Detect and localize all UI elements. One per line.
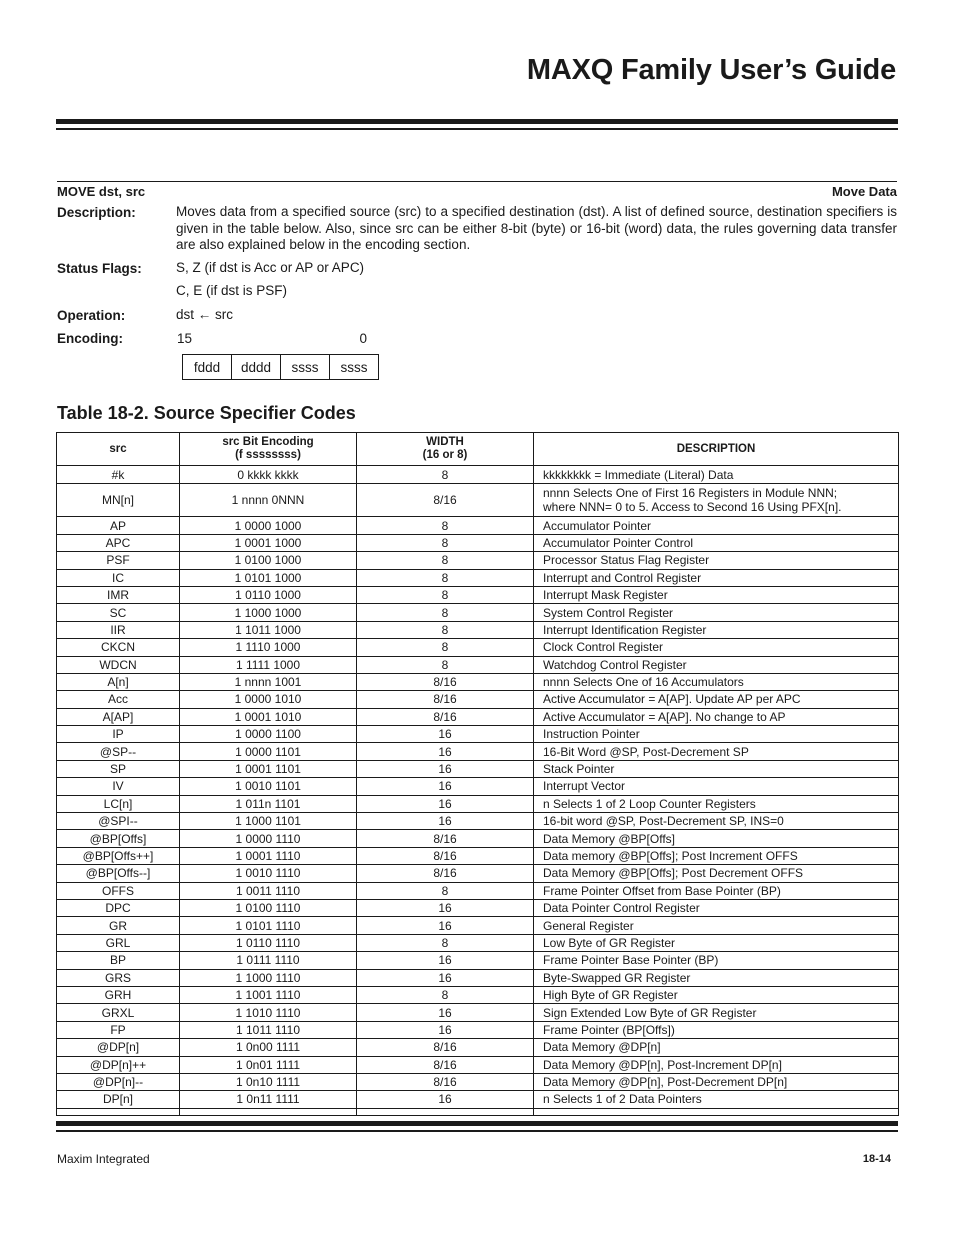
cell-encoding: 1 0000 1110 [180,830,357,847]
cell-src: @DP[n] [57,1039,180,1056]
cell-width: 8 [357,604,534,621]
table-row [57,534,899,551]
cell-src: A[n] [57,673,180,690]
operation-text: dst ← src [176,307,234,322]
table-row [57,760,899,777]
cell-description: Data Memory @BP[Offs] [534,830,899,847]
cell-src: PSF [57,552,180,569]
table-row [57,882,899,899]
instruction-name: MOVE dst, src [57,184,146,199]
cell-width: 8/16 [357,708,534,725]
cell-description: Data Memory @DP[n], Post-Increment DP[n] [534,1056,899,1073]
cell-encoding: 1 1001 1110 [180,986,357,1003]
cell-encoding: 1 1000 1000 [180,604,357,621]
cell-encoding: 1 0001 1010 [180,708,357,725]
cell-encoding: 1 0001 1101 [180,760,357,777]
cell-encoding: 1 0000 1000 [180,517,357,534]
spacer-cell [357,1108,534,1115]
column-header-width-line-2: (16 or 8) [422,449,468,461]
cell-width: 8/16 [357,865,534,882]
table-row [57,639,899,656]
cell-src: @SP-- [57,743,180,760]
table-row [57,708,899,725]
table-row [57,621,899,638]
status-flags-line-2: C, E (if dst is PSF) [176,283,288,298]
cell-src: IMR [57,586,180,603]
cell-src: OFFS [57,882,180,899]
cell-description: Frame Pointer Offset from Base Pointer (BP) [534,882,899,899]
cell-width: 16 [357,1091,534,1108]
table-row [57,830,899,847]
cell-encoding: 1 0101 1110 [180,917,357,934]
encoding-field: fddd [183,355,232,380]
cell-encoding: 1 1011 1000 [180,621,357,638]
cell-width: 16 [357,795,534,812]
cell-width: 16 [357,813,534,830]
cell-description: System Control Register [534,604,899,621]
cell-width: 8/16 [357,847,534,864]
cell-description: Active Accumulator = A[AP]. No change to AP [534,708,899,725]
cell-description-line-1: nnnn Selects One of First 16 Registers in Module NNN; [543,486,838,501]
table-body [57,466,899,1116]
cell-width: 16 [357,743,534,760]
table-row [57,865,899,882]
cell-description: Data Memory @DP[n] [534,1039,899,1056]
cell-src: @DP[n]++ [57,1056,180,1073]
cell-src: IP [57,726,180,743]
table-row [57,952,899,969]
encoding-fields [182,354,379,380]
column-header-encoding-line-2: (f ssssssss) [235,449,301,461]
cell-width: 16 [357,1021,534,1038]
cell-width: 16 [357,778,534,795]
table-row [57,1056,899,1073]
cell-width: 8 [357,656,534,673]
cell-width: 16 [357,952,534,969]
cell-encoding: 1 0n11 1111 [180,1091,357,1108]
cell-width: 16 [357,969,534,986]
cell-description: Watchdog Control Register [534,656,899,673]
cell-src: FP [57,1021,180,1038]
table-row [57,604,899,621]
instruction-summary: Move Data [831,184,897,199]
document-title: MAXQ Family User’s Guide [526,54,896,86]
encoding-low-bit: 0 [359,331,367,346]
cell-src: #k [57,466,180,484]
column-header-width [357,433,534,466]
cell-width: 8 [357,586,534,603]
cell-src: @BP[Offs--] [57,865,180,882]
cell-width: 8/16 [357,1056,534,1073]
cell-src: BP [57,952,180,969]
cell-encoding: 1 0101 1000 [180,569,357,586]
cell-width: 16 [357,917,534,934]
cell-width: 8/16 [357,484,534,517]
cell-description: kkkkkkkk = Immediate (Literal) Data [534,466,899,484]
cell-encoding: 1 0001 1000 [180,534,357,551]
cell-encoding: 1 0000 1101 [180,743,357,760]
column-header-width-line-1: WIDTH [426,436,464,448]
cell-encoding: 0 kkkk kkkk [180,466,357,484]
header-rule-thin [56,128,898,130]
cell-src: LC[n] [57,795,180,812]
status-flags-label: Status Flags: [57,261,142,276]
table-row [57,656,899,673]
cell-description: Interrupt Vector [534,778,899,795]
cell-width: 8/16 [357,1073,534,1090]
cell-encoding: 1 0110 1110 [180,934,357,951]
cell-description: High Byte of GR Register [534,986,899,1003]
table-row [57,466,899,484]
cell-encoding: 1 011n 1101 [180,795,357,812]
cell-encoding: 1 0100 1110 [180,899,357,916]
cell-encoding: 1 1000 1101 [180,813,357,830]
cell-encoding: 1 0001 1110 [180,847,357,864]
table-row [57,1004,899,1021]
cell-encoding: 1 1111 1000 [180,656,357,673]
cell-encoding: 1 1010 1110 [180,1004,357,1021]
table-row [57,691,899,708]
cell-encoding: 1 0100 1000 [180,552,357,569]
table-row [57,899,899,916]
encoding-field: ssss [330,355,379,380]
footer-company: Maxim Integrated [57,1152,150,1166]
cell-description: Frame Pointer Base Pointer (BP) [534,952,899,969]
cell-width: 16 [357,726,534,743]
cell-src: GRL [57,934,180,951]
cell-src: A[AP] [57,708,180,725]
cell-width: 8 [357,466,534,484]
cell-src: GR [57,917,180,934]
operation-label: Operation: [57,308,126,323]
cell-src: @BP[Offs++] [57,847,180,864]
source-specifier-table [56,432,899,1116]
cell-encoding: 1 0010 1110 [180,865,357,882]
encoding-field: ssss [281,355,330,380]
cell-src: SP [57,760,180,777]
cell-src: GRXL [57,1004,180,1021]
cell-width: 8 [357,934,534,951]
page-number: 18-14 [862,1153,891,1165]
cell-description: Stack Pointer [534,760,899,777]
table-row [57,484,899,517]
cell-description: nnnn Selects One of 16 Accumulators [534,673,899,690]
cell-encoding: 1 nnnn 0NNN [180,484,357,517]
cell-width: 8 [357,517,534,534]
cell-description [534,484,899,517]
spacer-cell [180,1108,357,1115]
cell-src: @SPI-- [57,813,180,830]
cell-src: @DP[n]-- [57,1073,180,1090]
cell-encoding: 1 nnnn 1001 [180,673,357,690]
cell-src: WDCN [57,656,180,673]
cell-description: Active Accumulator = A[AP]. Update AP per APC [534,691,899,708]
cell-width: 8 [357,882,534,899]
cell-width: 8 [357,534,534,551]
status-flags-line-1: S, Z (if dst is Acc or AP or APC) [176,260,365,275]
table-row [57,743,899,760]
encoding-label: Encoding: [57,331,123,346]
instruction-header [57,181,897,199]
cell-src: SC [57,604,180,621]
cell-width: 8/16 [357,673,534,690]
cell-src: DP[n] [57,1091,180,1108]
table-row [57,673,899,690]
cell-description: Interrupt Mask Register [534,586,899,603]
cell-src: IC [57,569,180,586]
table-row [57,569,899,586]
cell-description: General Register [534,917,899,934]
cell-description: Processor Status Flag Register [534,552,899,569]
cell-description: Accumulator Pointer Control [534,534,899,551]
cell-description: n Selects 1 of 2 Data Pointers [534,1091,899,1108]
cell-description: Frame Pointer (BP[Offs]) [534,1021,899,1038]
cell-encoding: 1 0n10 1111 [180,1073,357,1090]
cell-width: 8 [357,569,534,586]
cell-src: DPC [57,899,180,916]
cell-width: 8 [357,552,534,569]
footer-rule-thin [56,1130,898,1132]
cell-src: Acc [57,691,180,708]
column-header-encoding [180,433,357,466]
table-row [57,586,899,603]
table-row [57,1073,899,1090]
table-row [57,1021,899,1038]
table-row [57,847,899,864]
cell-encoding: 1 0000 1100 [180,726,357,743]
table-title: Table 18-2. Source Specifier Codes [57,403,356,423]
cell-encoding: 1 0111 1110 [180,952,357,969]
cell-description: Data memory @BP[Offs]; Post Increment OFFS [534,847,899,864]
cell-description: Interrupt and Control Register [534,569,899,586]
header-rule-thick [56,119,898,124]
table-spacer-row [57,1108,899,1115]
cell-width: 16 [357,899,534,916]
cell-src: GRS [57,969,180,986]
cell-description: Instruction Pointer [534,726,899,743]
cell-description: Low Byte of GR Register [534,934,899,951]
cell-src: GRH [57,986,180,1003]
table-row [57,1091,899,1108]
cell-width: 8/16 [357,830,534,847]
table-row [57,934,899,951]
column-header-src: src [57,433,180,466]
table-row [57,1039,899,1056]
cell-src: @BP[Offs] [57,830,180,847]
description-text: Moves data from a specified source (src) to a specified destination (dst). A list of defined source, destination specifiers is given in the table below. Also, since src can be either 8-bit (byte) or 16-bit (word) data, the rules governing data transfer are also explained below in the encoding section. [176,204,897,252]
cell-encoding: 1 0010 1101 [180,778,357,795]
column-header-encoding-line-1: src Bit Encoding [222,436,314,448]
table-row [57,986,899,1003]
cell-description: Data Memory @DP[n], Post-Decrement DP[n] [534,1073,899,1090]
table-row [57,969,899,986]
table-row [57,552,899,569]
cell-src: IV [57,778,180,795]
table-row [57,917,899,934]
cell-description: Accumulator Pointer [534,517,899,534]
cell-src: APC [57,534,180,551]
cell-encoding: 1 0000 1010 [180,691,357,708]
cell-encoding: 1 1110 1000 [180,639,357,656]
cell-encoding: 1 0n01 1111 [180,1056,357,1073]
spacer-cell [534,1108,899,1115]
cell-description-line-2: where NNN= 0 to 5. Access to Second 16 Using PFX[n]. [543,500,842,515]
footer-rule-thick [56,1121,898,1126]
cell-src: MN[n] [57,484,180,517]
cell-description: n Selects 1 of 2 Loop Counter Registers [534,795,899,812]
cell-description: Interrupt Identification Register [534,621,899,638]
cell-encoding: 1 1000 1110 [180,969,357,986]
cell-description: 16-bit word @SP, Post-Decrement SP, INS=0 [534,813,899,830]
cell-encoding: 1 1011 1110 [180,1021,357,1038]
encoding-high-bit: 15 [177,331,193,346]
cell-description: Data Memory @BP[Offs]; Post Decrement OFFS [534,865,899,882]
cell-encoding: 1 0110 1000 [180,586,357,603]
table-row [57,813,899,830]
cell-encoding: 1 0n00 1111 [180,1039,357,1056]
encoding-field: dddd [232,355,281,380]
table-row [57,778,899,795]
spacer-cell [57,1108,180,1115]
table-row [57,795,899,812]
cell-description: Sign Extended Low Byte of GR Register [534,1004,899,1021]
cell-src: CKCN [57,639,180,656]
cell-encoding: 1 0011 1110 [180,882,357,899]
cell-width: 8/16 [357,1039,534,1056]
column-header-description: DESCRIPTION [534,433,899,466]
cell-description: Clock Control Register [534,639,899,656]
table-row [57,517,899,534]
cell-description: 16-Bit Word @SP, Post-Decrement SP [534,743,899,760]
cell-width: 16 [357,1004,534,1021]
table-row [57,726,899,743]
cell-width: 16 [357,760,534,777]
cell-description: Data Pointer Control Register [534,899,899,916]
cell-src: IIR [57,621,180,638]
description-label: Description: [57,205,136,220]
cell-description: Byte-Swapped GR Register [534,969,899,986]
cell-width: 8 [357,639,534,656]
cell-src: AP [57,517,180,534]
cell-width: 8 [357,986,534,1003]
cell-width: 8 [357,621,534,638]
cell-width: 8/16 [357,691,534,708]
